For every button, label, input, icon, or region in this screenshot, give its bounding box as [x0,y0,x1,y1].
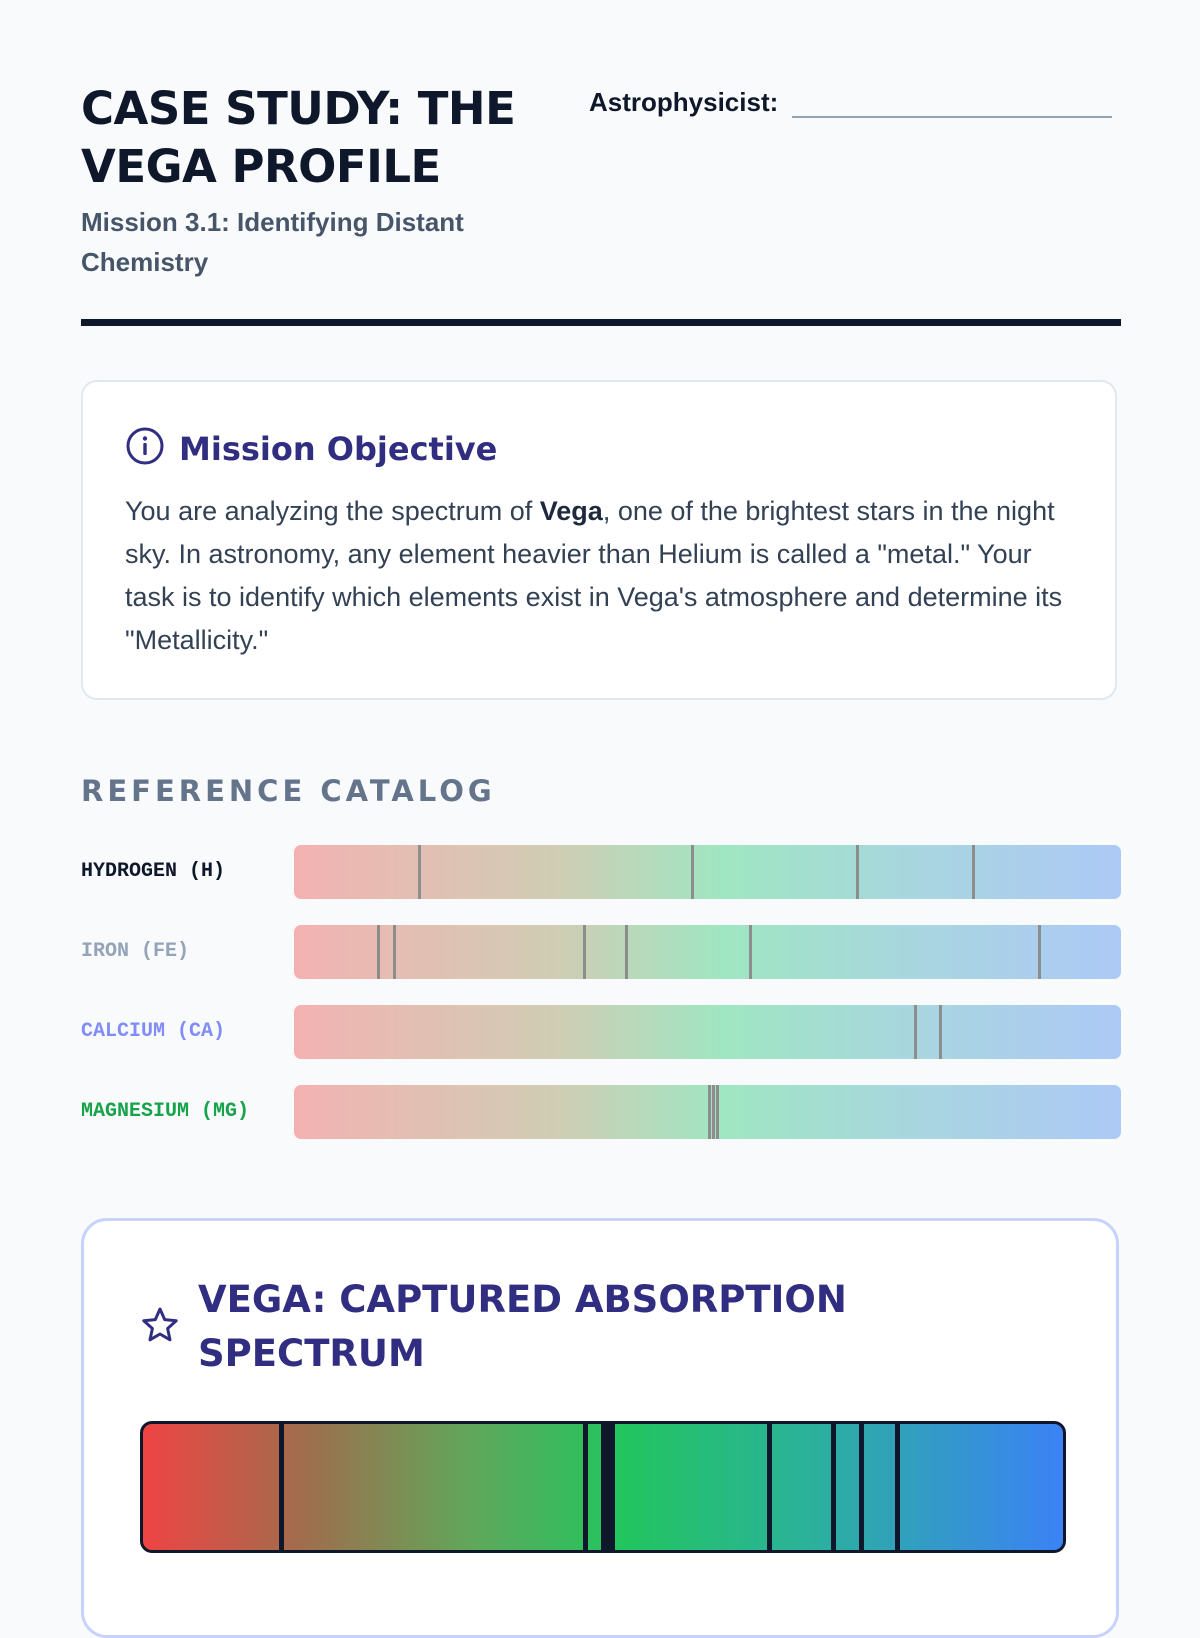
vega-spectrum-header [140,1273,898,1381]
vega-absorption-line [767,1424,772,1553]
catalog-element-label: CALCIUM (CA) [81,1020,226,1043]
mission-text-intro: You are analyzing the spectrum of [125,496,540,526]
vega-absorption-line [583,1424,588,1553]
absorption-line [377,925,380,979]
absorption-line [691,845,694,899]
catalog-element-label: HYDROGEN (H) [81,860,226,883]
catalog-spectrum-bar [294,1005,1121,1059]
vega-absorption-spectrum [140,1421,1066,1553]
star-icon [140,1305,180,1350]
catalog-row [81,925,1121,979]
vega-absorption-line [859,1424,864,1553]
absorption-line [939,1005,942,1059]
astrophysicist-field [589,84,1112,118]
absorption-line [712,1085,715,1139]
catalog-element-label: IRON (FE) [81,940,190,963]
catalog-spectrum-bar [294,845,1121,899]
absorption-line [625,925,628,979]
absorption-line [708,1085,711,1139]
reference-catalog-title: REFERENCE CATALOG [81,774,496,808]
mission-text-body: , one of the brightest stars in the night sky. In astronomy, any element heavier than Helium is called a "metal." Your task is to identify which elements exist in Vega's atmosphere and determine its "Metallicity." [125,496,1063,655]
catalog-spectrum-bar [294,1085,1121,1139]
mission-objective-card [81,380,1117,700]
catalog-row [81,1085,1121,1139]
vega-absorption-line [279,1424,284,1553]
absorption-line [972,845,975,899]
catalog-spectrum-bar [294,925,1121,979]
absorption-line [418,845,421,899]
page-header [81,0,1121,330]
absorption-line [856,845,859,899]
absorption-line [393,925,396,979]
mission-objective-title: Mission Objective [179,429,498,468]
catalog-row [81,1005,1121,1059]
page-subtitle: Mission 3.1: Identifying Distant Chemistry [81,207,464,277]
absorption-line [716,1085,719,1139]
absorption-line [914,1005,917,1059]
worksheet-page [81,0,1121,1375]
astrophysicist-label: Astrophysicist: [589,87,779,117]
header-divider [81,319,1121,326]
absorption-line [583,925,586,979]
info-icon [125,426,165,471]
absorption-line [749,925,752,979]
catalog-row [81,845,1121,899]
page-title: CASE STUDY: THE VEGA PROFILE [81,82,516,193]
vega-spectrum-title: VEGA: CAPTURED ABSORPTION SPECTRUM [198,1278,847,1375]
vega-absorption-line [610,1424,615,1553]
star-name: Vega [539,496,603,526]
vega-absorption-line [831,1424,836,1553]
catalog-element-label: MAGNESIUM (MG) [81,1100,250,1123]
vega-spectrum-card [81,1218,1119,1638]
absorption-line [1038,925,1041,979]
vega-absorption-line [895,1424,900,1553]
astrophysicist-name-input[interactable] [792,84,1112,118]
mission-objective-text [125,490,1075,662]
mission-objective-header [125,426,497,471]
